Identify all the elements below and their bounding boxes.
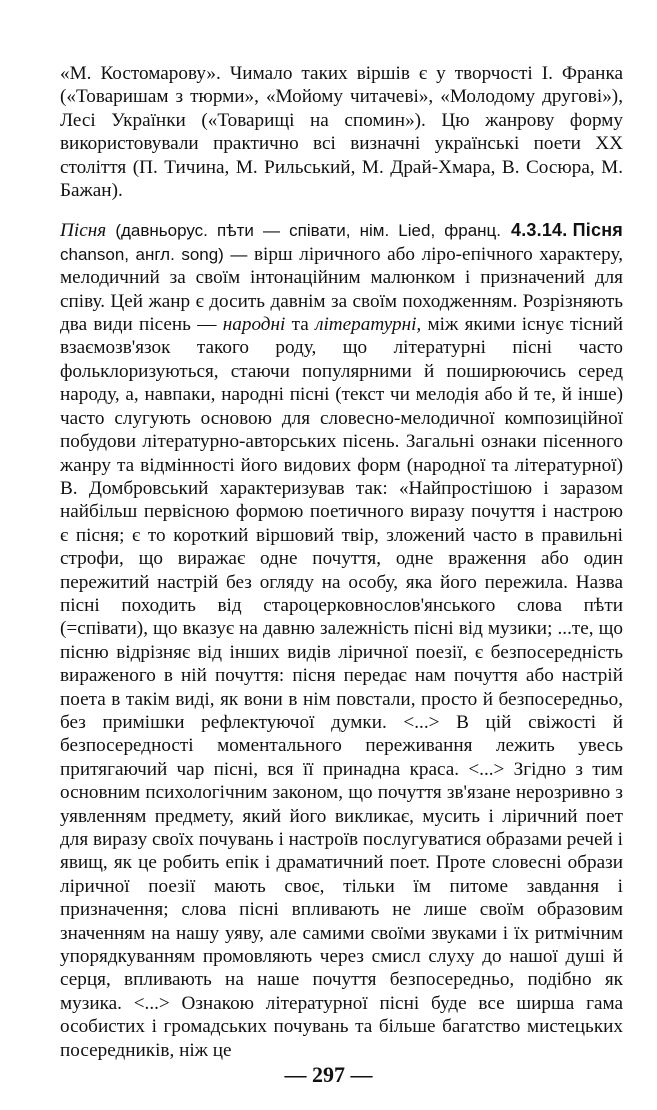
emphasis-literaturni: літературні,: [315, 314, 422, 336]
term-pisnia: Пісня: [60, 220, 107, 242]
body-text-1: вірш ліричного або ліро-епічного характеру, мелодичний за своїм інтонаційним малюнком і призначений для співу. Цей жанр є досить давнім за своїм походженням. Розрізняють два види пісень —: [60, 243, 623, 336]
section-heading: 4.3.14. Пісня: [511, 220, 623, 241]
emphasis-narodni: народні: [222, 314, 286, 336]
page-number: — 297 —: [284, 1062, 373, 1087]
section-body: [60, 219, 623, 1062]
body-text-3: між якими існує тісний взаємозв'язок такого роду, що літературні пісні часто фольклоризуються, стаючи популярними й поширюючись серед народу, а, навпаки, народні пісні (текст чи мелодія або й те, й інше) часто слугують основою для словесно-мелодичної композиційної побудови літературно-авторських пісень. Загальні ознаки пісенного жанру та відмінності його видових форм (народної та літературної) В. Домбровський характеризував так: «Найпростішою і заразом найбільш первісною формою поетичного виразу почуття і настрою є пісня; є то короткий віршовий твір, зложений часто в правильні строфи, що виражає одне почуття, одне враження або один пережитий настрій без огляду на особу, яка його пережила. Назва пісні походить від староцерковнослов'янського слова пѣти (=співати), що вказує на давню залежність пісні від музики; ...те, що пісню відрізняє від інших видів ліричної поезії, є безпосередність вираженого в ній почуття: пісня передає нам почуття або настрій поета в такім виді, як вони в нім повстали, просто й безпосередньо, без примішки рефлектуючої думки. <...> В цій свіжості й безпосередності моментального переживання лежить увесь притягаючий чар пісні, вся її принадна краса. <...> Згідно з тим основним психологічним законом, що почуття зв'язане нерозривно з уявленням предмету, який його викликає, мусить і ліричний поет для виразу своїх почувань і настроїв послугуватися образами речей і явищ, як це робить епік і драматичний поет. Проте словесні образи ліричної поезії мають своє, тільки їм питоме завдання і призначення; слова пісні впливають не лише своїм образовим значенням на нашу уяву, але самими своїми звуками і їх ритмічним упорядкуванням промовляють через смисл слуху до нашої душі й серця, впливають на наше почуття безпосередньо, подібно як музика. <...> Ознакою літературної пісні буде все ширша гама особистих і громадських почувань та більше багатство мистецьких посередників, ніж це: [60, 314, 623, 1061]
section-pisnia: [60, 219, 623, 1062]
paragraph-gap: [60, 202, 623, 219]
body-text-2: та: [285, 314, 316, 336]
intro-paragraph: «М. Костомарову». Чимало таких віршів є у творчості І. Франка («Товаришам з тюрми», «Мойому читачеві», «Молодому другові»), Лесі Українки («Товарищі на спомин»). Цю жанрову форму використовували практично всі визначні українські поети XX століття (П. Тичина, М. Рильський, М. Драй-Хмара, В. Сосюра, М. Бажан).: [60, 63, 623, 202]
etymology-note: (давньорус. пѣти — співати, нім. Lied, франц. chanson, англ. song) —: [60, 221, 502, 264]
page-text: [60, 62, 623, 1062]
